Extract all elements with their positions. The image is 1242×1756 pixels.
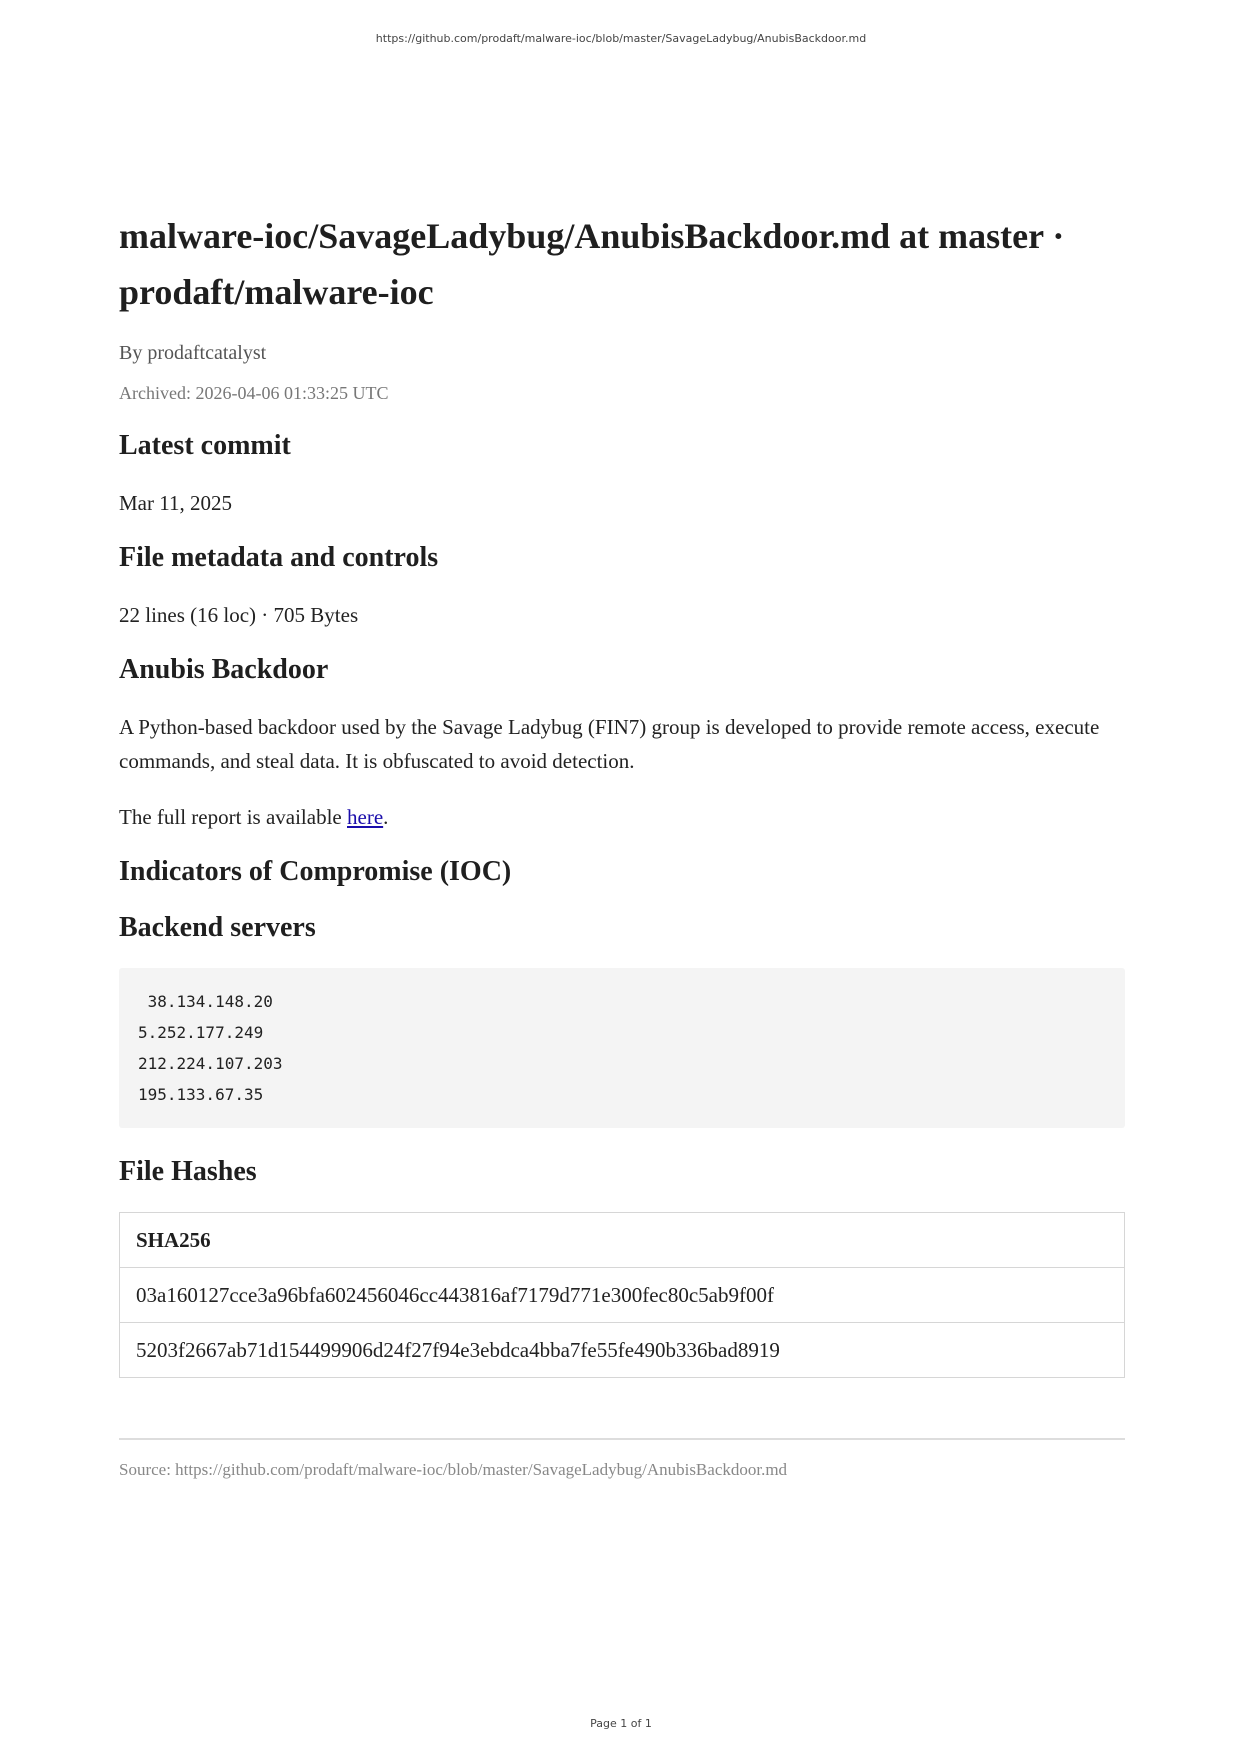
sha256-column-header: SHA256 [120, 1213, 1125, 1268]
source-line: Source: https://github.com/prodaft/malware-ioc/blob/master/SavageLadybug/AnubisBackdoor.md [119, 1460, 788, 1479]
file-metadata-info: 22 lines (16 loc) · 705 Bytes [119, 603, 359, 627]
hash-cell: 5203f2667ab71d154499906d24f27f94e3ebdca4bba7fe55fe490b336bad8919 [120, 1323, 1125, 1378]
anubis-description: A Python-based backdoor used by the Savage Ladybug (FIN7) group is developed to provide remote access, execute commands, and steal data. It is obfuscated to avoid detection. [119, 715, 1100, 773]
report-prefix: The full report is available [119, 805, 347, 829]
backend-servers-code-block [119, 968, 1125, 1128]
table-row [120, 1268, 1125, 1323]
backend-servers-heading: Backend servers [119, 912, 316, 943]
footer-divider [119, 1438, 1125, 1440]
table-row [120, 1323, 1125, 1378]
latest-commit-date: Mar 11, 2025 [119, 491, 232, 515]
page-title: malware-ioc/SavageLadybug/AnubisBackdoor.md at master · prodaft/malware-ioc [119, 216, 1065, 312]
ioc-heading: Indicators of Compromise (IOC) [119, 856, 512, 887]
anubis-heading: Anubis Backdoor [119, 654, 329, 685]
report-suffix: . [383, 805, 389, 829]
server-ip: 5.252.177.249 [138, 1023, 264, 1042]
latest-commit-heading: Latest commit [119, 430, 291, 461]
byline: By prodaftcatalyst [119, 342, 267, 364]
archived-timestamp: Archived: 2026-04-06 01:33:25 UTC [119, 383, 389, 403]
server-ip: 212.224.107.203 [138, 1054, 283, 1073]
server-ip: 38.134.148.20 [138, 992, 273, 1011]
file-hashes-table [119, 1212, 1125, 1378]
report-link[interactable]: here [347, 805, 384, 829]
page-number: Page 1 of 1 [590, 1717, 652, 1730]
server-ip: 195.133.67.35 [138, 1085, 264, 1104]
table-header-row [120, 1213, 1125, 1268]
file-metadata-heading: File metadata and controls [119, 542, 439, 573]
document-content [119, 208, 1125, 1480]
file-hashes-heading: File Hashes [119, 1156, 257, 1187]
report-paragraph [119, 800, 1125, 834]
print-header-url: https://github.com/prodaft/malware-ioc/blob/master/SavageLadybug/AnubisBackdoor.md [375, 32, 867, 45]
hash-cell: 03a160127cce3a96bfa602456046cc443816af7179d771e300fec80c5ab9f00f [120, 1268, 1125, 1323]
